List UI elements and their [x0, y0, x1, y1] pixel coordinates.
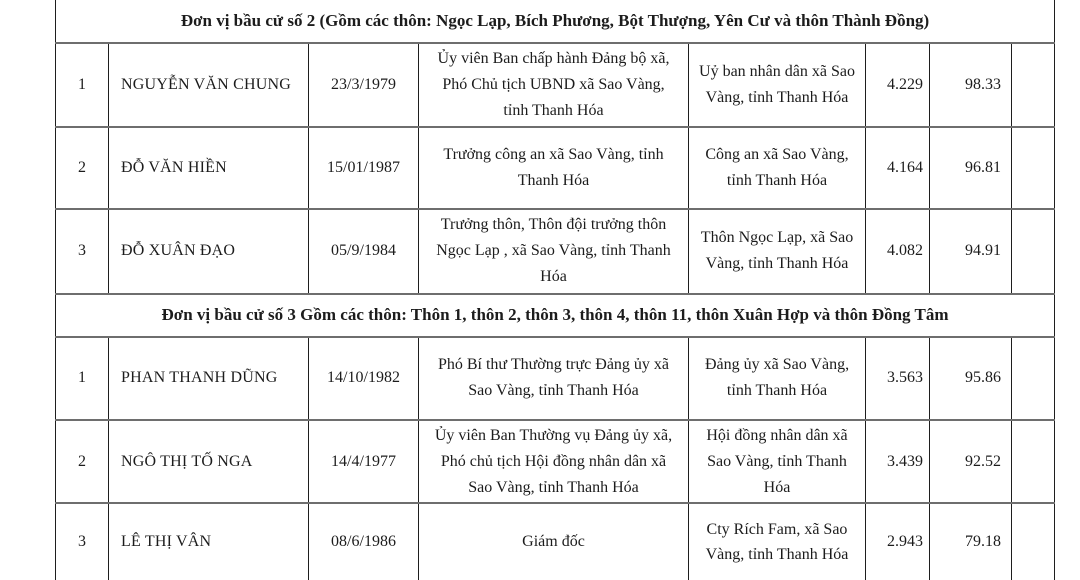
section-header-row — [56, 294, 1055, 337]
workplace: Hội đồng nhân dân xã Sao Vàng, tỉnh Thanh Hóa — [689, 420, 866, 504]
table-row — [56, 43, 1055, 127]
empty-cell — [1012, 127, 1055, 209]
vote-percentage: 94.91 — [930, 209, 1012, 294]
candidate-name: NGUYỄN VĂN CHUNG — [109, 43, 309, 127]
date-of-birth: 08/6/1986 — [309, 503, 419, 580]
workplace: Thôn Ngọc Lạp, xã Sao Vàng, tỉnh Thanh Hóa — [689, 209, 866, 294]
empty-cell — [1012, 209, 1055, 294]
row-number: 1 — [56, 43, 109, 127]
row-number: 3 — [56, 503, 109, 580]
position: Ủy viên Ban chấp hành Đảng bộ xã, Phó Chủ tịch UBND xã Sao Vàng, tỉnh Thanh Hóa — [419, 43, 689, 127]
vote-count: 2.943 — [866, 503, 930, 580]
section-header: Đơn vị bầu cử số 3 Gồm các thôn: Thôn 1, thôn 2, thôn 3, thôn 4, thôn 11, thôn Xuân Hợp và thôn Đồng Tâm — [56, 294, 1055, 337]
position: Trưởng thôn, Thôn đội trưởng thôn Ngọc Lạp , xã Sao Vàng, tỉnh Thanh Hóa — [419, 209, 689, 294]
section-header-row — [56, 0, 1055, 43]
empty-cell — [1012, 503, 1055, 580]
candidate-name: NGÔ THỊ TỐ NGA — [109, 420, 309, 504]
vote-count: 4.229 — [866, 43, 930, 127]
position: Ủy viên Ban Thường vụ Đảng ủy xã, Phó chủ tịch Hội đồng nhân dân xã Sao Vàng, tỉnh Thanh Hóa — [419, 420, 689, 504]
table-row — [56, 420, 1055, 504]
vote-percentage: 92.52 — [930, 420, 1012, 504]
vote-count: 3.563 — [866, 337, 930, 420]
vote-percentage: 98.33 — [930, 43, 1012, 127]
workplace: Công an xã Sao Vàng, tỉnh Thanh Hóa — [689, 127, 866, 209]
table-row — [56, 127, 1055, 209]
table-row — [56, 337, 1055, 420]
position: Phó Bí thư Thường trực Đảng ủy xã Sao Vàng, tỉnh Thanh Hóa — [419, 337, 689, 420]
candidate-name: LÊ THỊ VÂN — [109, 503, 309, 580]
date-of-birth: 15/01/1987 — [309, 127, 419, 209]
table-row — [56, 503, 1055, 580]
row-number: 1 — [56, 337, 109, 420]
vote-percentage: 96.81 — [930, 127, 1012, 209]
date-of-birth: 05/9/1984 — [309, 209, 419, 294]
vote-percentage: 95.86 — [930, 337, 1012, 420]
empty-cell — [1012, 43, 1055, 127]
row-number: 3 — [56, 209, 109, 294]
candidate-results-table — [55, 0, 1055, 580]
date-of-birth: 14/10/1982 — [309, 337, 419, 420]
workplace: Uỷ ban nhân dân xã Sao Vàng, tỉnh Thanh Hóa — [689, 43, 866, 127]
row-number: 2 — [56, 420, 109, 504]
workplace: Cty Rích Fam, xã Sao Vàng, tỉnh Thanh Hóa — [689, 503, 866, 580]
empty-cell — [1012, 420, 1055, 504]
vote-percentage: 79.18 — [930, 503, 1012, 580]
position: Giám đốc — [419, 503, 689, 580]
empty-cell — [1012, 337, 1055, 420]
date-of-birth: 14/4/1977 — [309, 420, 419, 504]
candidate-name: ĐỖ XUÂN ĐẠO — [109, 209, 309, 294]
candidate-name: ĐỖ VĂN HIỀN — [109, 127, 309, 209]
workplace: Đảng ủy xã Sao Vàng, tỉnh Thanh Hóa — [689, 337, 866, 420]
section-header: Đơn vị bầu cử số 2 (Gồm các thôn: Ngọc Lạp, Bích Phương, Bột Thượng, Yên Cư và thôn Thành Đồng) — [56, 0, 1055, 43]
vote-count: 3.439 — [866, 420, 930, 504]
position: Trưởng công an xã Sao Vàng, tỉnh Thanh Hóa — [419, 127, 689, 209]
vote-count: 4.082 — [866, 209, 930, 294]
vote-count: 4.164 — [866, 127, 930, 209]
row-number: 2 — [56, 127, 109, 209]
date-of-birth: 23/3/1979 — [309, 43, 419, 127]
candidate-name: PHAN THANH DŨNG — [109, 337, 309, 420]
table-row — [56, 209, 1055, 294]
